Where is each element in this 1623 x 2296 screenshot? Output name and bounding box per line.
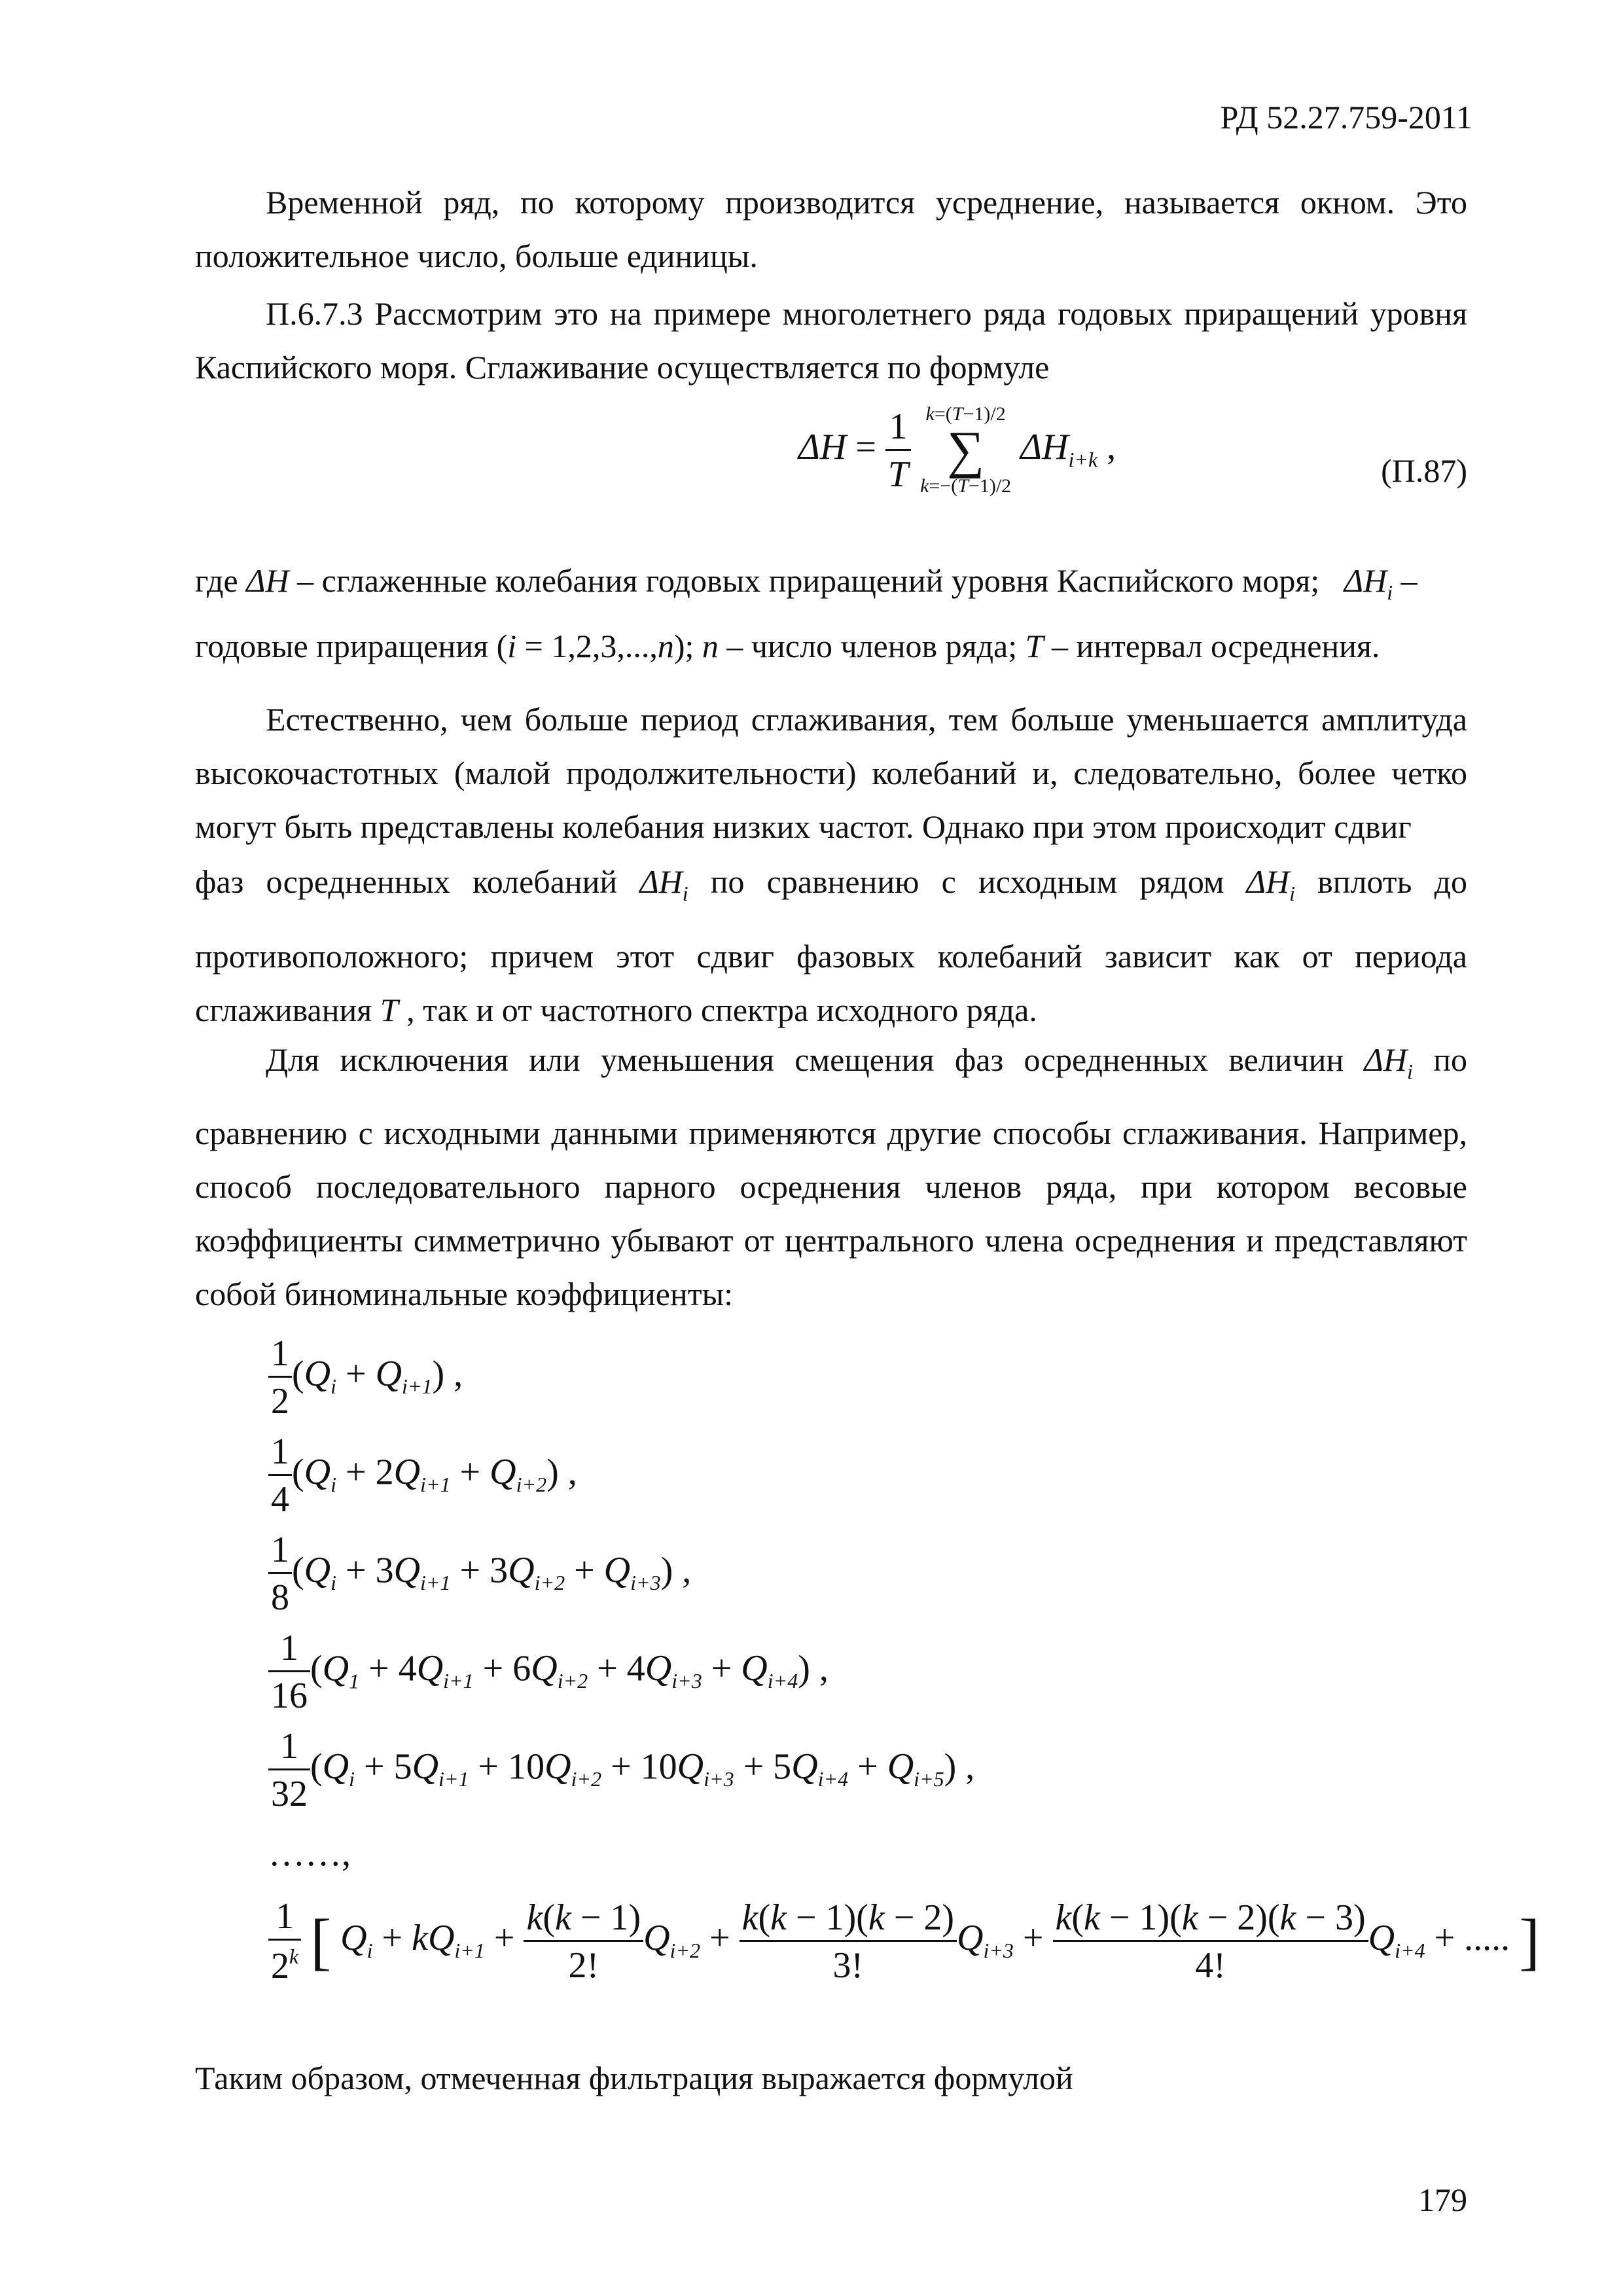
paragraph-symbols-line1: где ΔH – сглаженные колебания годовых приращений уровня Каспийского моря; $\Delta H_i$ – (195, 562, 1418, 604)
paragraph-caspian-example: П.6.7.3 Рассмотрим это на примере многолетнего ряда годовых приращений уровня Каспийского моря. Сглаживание осуществляется по формуле (195, 295, 1467, 386)
formula-binomial-general: $\frac{1}{2^k}$ [ $Q_i + kQ_{i+1}$ + $\frac{k(k - 1)}{2!}$ $Q_{i+2}$ + $\frac{k(k - 1)(k - 2)}{3!}$ $Q_{i+3}$ + $\frac{k(k - 1)(k - 2)(k - 3)}{4!}$ $Q_{i+4}$ + ..... ] (268, 1898, 1540, 1984)
formula-binomial-2: $\frac{1}{2}$ $(Q_i + Q_{i+1})$ , (268, 1335, 463, 1420)
formula-binomial-32: $\frac{1}{32}$ $(Q_i + 5Q_{i+1} + 10Q_{i+2} + 10Q_{i+3} + 5Q_{i+4} + Q_{i+5})$ , (268, 1728, 974, 1812)
paragraph-other-methods-rest: сравнению с исходными данными применяются другие способы сглаживания. Например, способ последовательного парного осреднения членов ряда, при котором весовые коэффициенты симметрично убывают от центрального члена осреднения и представляют собой биноминальные коэффициенты: (195, 1115, 1467, 1312)
paragraph-other-methods-line1: Для исключения или уменьшения смещения фаз осредненных величин $\Delta H_i$ по (266, 1041, 1468, 1083)
paragraph-symbols-line2: годовые приращения (i = 1,2,3,...,n); n – число членов ряда; T – интервал осреднения. (195, 628, 1380, 664)
formula-binomial-16: $\frac{1}{16}$ $(Q_1 + 4Q_{i+1} + 6Q_{i+2} + 4Q_{i+3} + Q_{i+4})$ , (268, 1630, 829, 1714)
paragraph-smoothing-effect: Естественно, чем больше период сглаживания, тем больше уменьшается амплитуда высокочастотных (малой продолжительности) колебаний и, следовательно, более четко могут быть представлены колебания низких частот. Однако при этом происходит сдвиг (195, 701, 1467, 845)
paragraph-window-definition: Временной ряд, по которому производится усреднение, называется окном. Это положительное число, больше единицы. (195, 184, 1467, 274)
paragraph-phase-shift-rest: противоположного; причем этот сдвиг фазовых колебаний зависит как от периода сглаживания T , так и от частотного спектра исходного ряда. (195, 938, 1467, 1028)
document-code: РД 52.27.759-2011 (1220, 99, 1472, 135)
formula-ellipsis: ……, (268, 1833, 351, 1874)
page-number: 179 (1418, 2181, 1467, 2218)
paragraph-filtering: Таким образом, отмеченная фильтрация выражается формулой (195, 2060, 1073, 2096)
equation-number: (П.87) (1381, 452, 1467, 489)
paragraph-phase-shift-line: фаз осредненных колебаний $\Delta H_i$ по сравнению с исходным рядом $\Delta H_i$ вплоть до (195, 863, 1468, 905)
formula-p87: ΔH = $\frac{1}{T}$ k=(T−1)/2 ∑ k=−(T−1)/2 $\Delta H_{i+k}$ , (798, 403, 1116, 497)
formula-binomial-8: $\frac{1}{8}$ $(Q_i + 3Q_{i+1} + 3Q_{i+2} + Q_{i+3})$ , (268, 1532, 691, 1616)
formula-binomial-4: $\frac{1}{4}$ $(Q_i + 2Q_{i+1} + Q_{i+2})$ , (268, 1433, 577, 1518)
